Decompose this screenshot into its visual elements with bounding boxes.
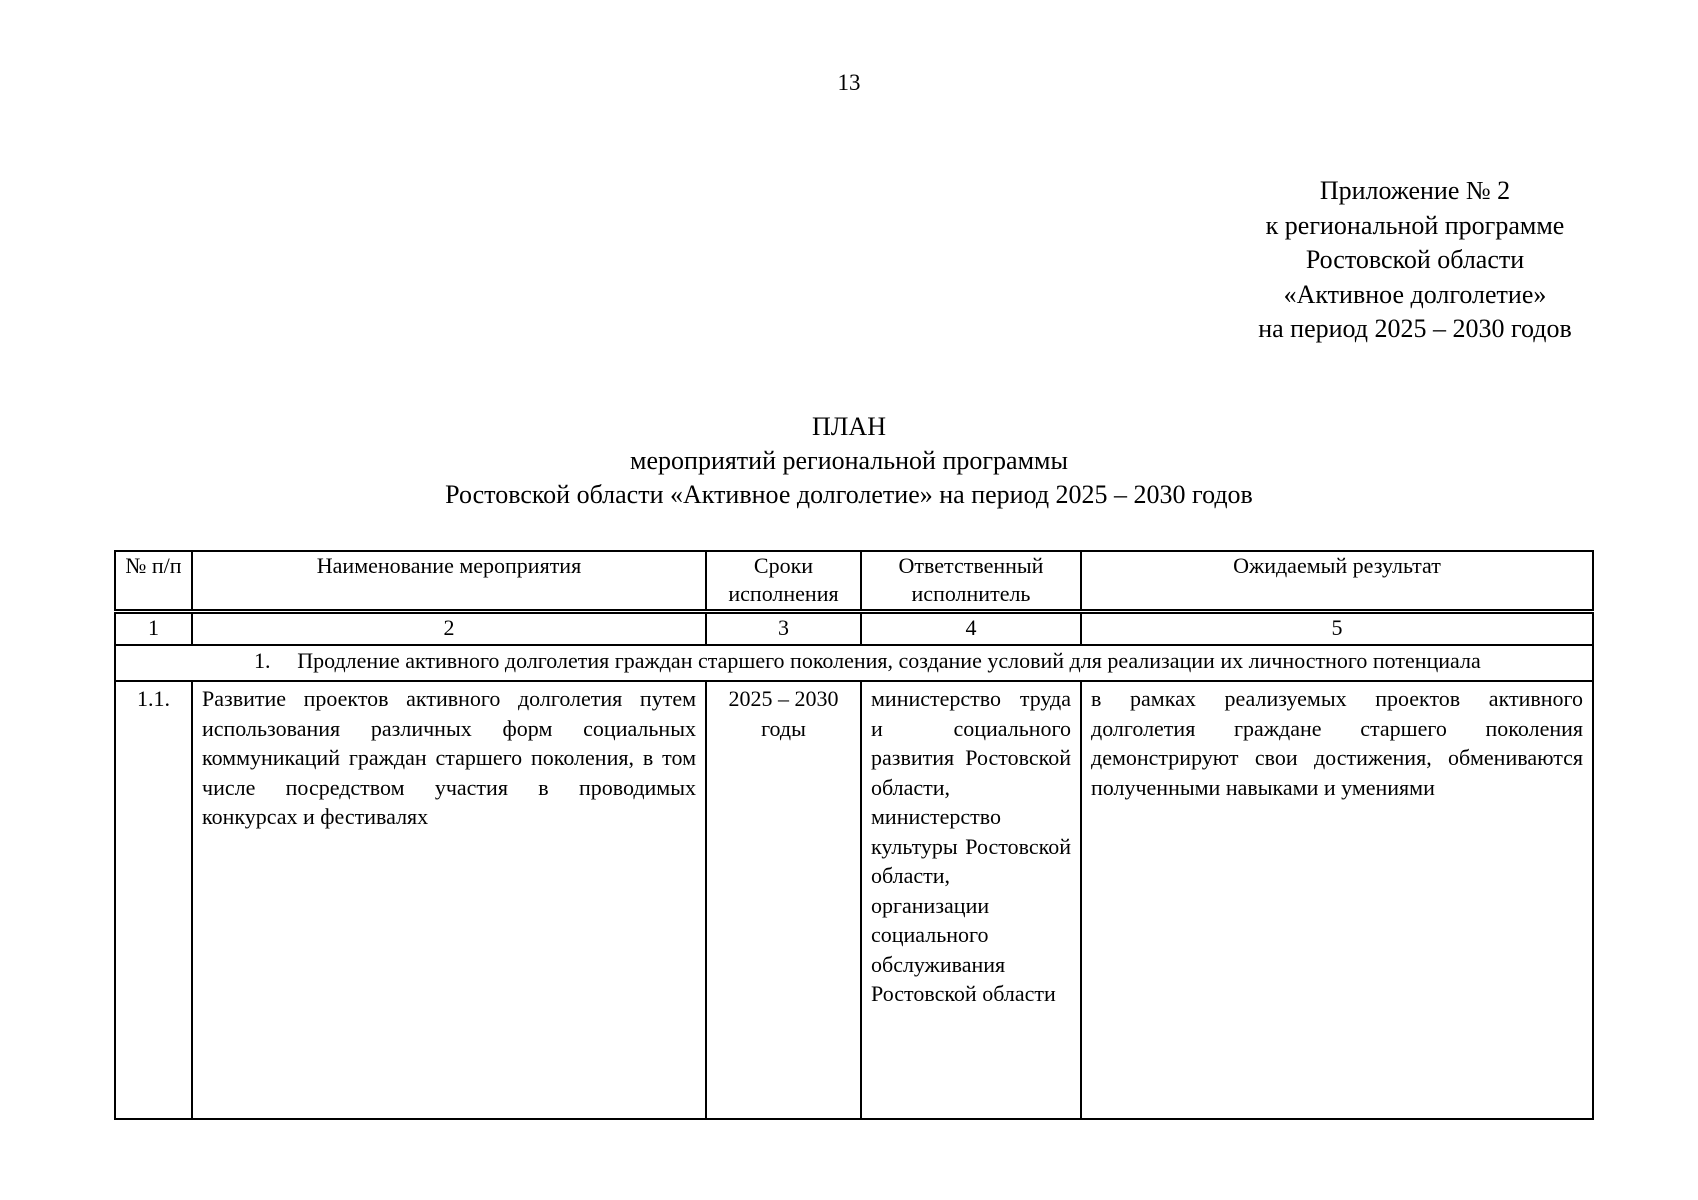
row-num: 1.1. <box>115 681 192 1119</box>
column-number: 3 <box>706 612 861 646</box>
appendix-header <box>1200 174 1630 347</box>
header-terms: Сроки исполнения <box>706 551 861 612</box>
header-name: Наименование мероприятия <box>192 551 706 612</box>
section-number: 1. <box>253 648 271 673</box>
row-terms: 2025 – 2030 годы <box>706 681 861 1119</box>
column-number: 1 <box>115 612 192 646</box>
row-result: в рамках реализуемых проектов активного долголетия граждане старшего поколения демонстрируют свои достижения, обмениваются полученными навыками и умениями <box>1081 681 1593 1119</box>
section-row <box>115 645 1593 681</box>
table-header-row <box>115 551 1593 612</box>
title-line: Ростовской области «Активное долголетие» на период 2025 – 2030 годов <box>445 480 1253 509</box>
column-number: 2 <box>192 612 706 646</box>
header-executor: Ответственный исполнитель <box>861 551 1081 612</box>
column-numbers-row <box>115 612 1593 646</box>
page-number: 13 <box>837 70 861 95</box>
document-title <box>0 410 1698 512</box>
section-title: Продление активного долголетия граждан старшего поколения, создание условий для реализации их личностного потенциала <box>297 648 1481 673</box>
appendix-line: на период 2025 – 2030 годов <box>1258 314 1572 343</box>
row-executor: министерство труда и социального развития Ростовской области, министерство культуры Ростовской области, организации социального обслуживания Ростовской области <box>861 681 1081 1119</box>
appendix-line: Приложение № 2 <box>1319 176 1511 205</box>
header-result: Ожидаемый результат <box>1081 551 1593 612</box>
title-line: ПЛАН <box>812 412 886 441</box>
plan-table <box>114 550 1594 1120</box>
row-name: Развитие проектов активного долголетия путем использования различных форм социальных коммуникаций граждан старшего поколения, в том числе посредством участия в проводимых конкурсах и фестивалях <box>192 681 706 1119</box>
column-number: 5 <box>1081 612 1593 646</box>
appendix-line: «Активное долголетие» <box>1283 279 1547 309</box>
table-row <box>115 681 1593 1119</box>
column-number: 4 <box>861 612 1081 646</box>
appendix-line: к региональной программе <box>1265 210 1565 240</box>
header-num: № п/п <box>115 551 192 612</box>
title-line: мероприятий региональной программы <box>630 446 1068 475</box>
appendix-line: Ростовской области <box>1305 245 1525 274</box>
section-cell <box>115 645 1593 681</box>
